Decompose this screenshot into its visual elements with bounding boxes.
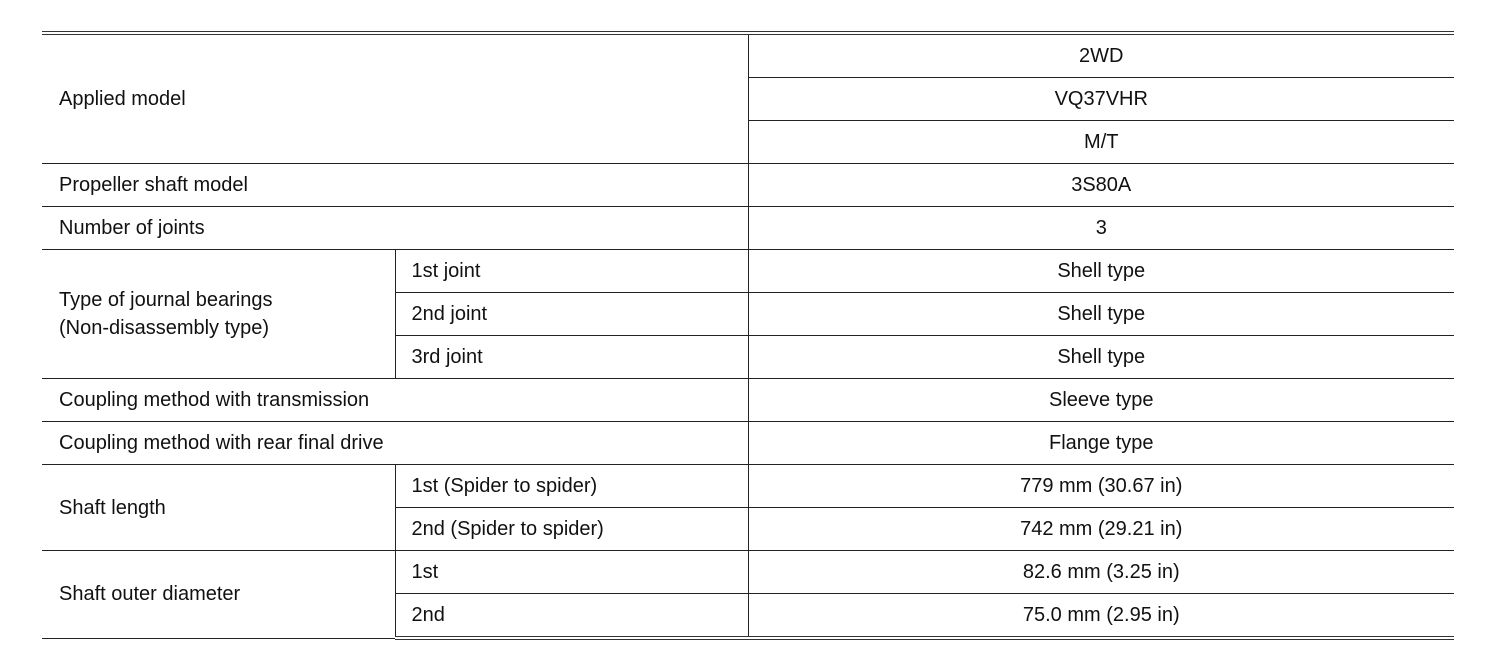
- shaft-diameter-label: Shaft outer diameter: [42, 551, 395, 639]
- table-row-coupling-rear: [42, 422, 1454, 465]
- journal-bearings-label-line1: Type of journal bearings: [59, 289, 273, 311]
- shaft-diameter-sub-2: 2nd: [395, 594, 748, 639]
- table-row-propeller-shaft-model: [42, 164, 1454, 207]
- applied-model-drive: 2WD: [748, 33, 1454, 78]
- table-row-journal-bearings-1: [42, 250, 1454, 293]
- applied-model-engine: VQ37VHR: [748, 78, 1454, 121]
- shaft-length-label: Shaft length: [42, 465, 395, 551]
- table-row-number-of-joints: [42, 207, 1454, 250]
- coupling-transmission-value: Sleeve type: [748, 379, 1454, 422]
- coupling-rear-label: Coupling method with rear final drive: [42, 422, 748, 465]
- shaft-length-sub-1: 1st (Spider to spider): [395, 465, 748, 508]
- shaft-diameter-value-2: 75.0 mm (2.95 in): [748, 594, 1454, 639]
- table-row-shaft-diameter-1: [42, 551, 1454, 594]
- propeller-shaft-model-value: 3S80A: [748, 164, 1454, 207]
- shaft-diameter-value-1: 82.6 mm (3.25 in): [748, 551, 1454, 594]
- journal-bearings-sub-2: 2nd joint: [395, 293, 748, 336]
- coupling-transmission-label: Coupling method with transmission: [42, 379, 748, 422]
- shaft-length-value-1: 779 mm (30.67 in): [748, 465, 1454, 508]
- table-row-shaft-length-1: [42, 465, 1454, 508]
- propeller-shaft-model-label: Propeller shaft model: [42, 164, 748, 207]
- table-row-coupling-transmission: [42, 379, 1454, 422]
- journal-bearings-label: [42, 250, 395, 379]
- number-of-joints-label: Number of joints: [42, 207, 748, 250]
- table-row-applied-model-1: [42, 33, 1454, 78]
- propeller-shaft-spec-table: [42, 31, 1454, 640]
- shaft-length-value-2: 742 mm (29.21 in): [748, 508, 1454, 551]
- journal-bearings-label-line2: (Non-disassembly type): [59, 317, 270, 339]
- applied-model-label: Applied model: [42, 33, 748, 164]
- applied-model-transmission: M/T: [748, 121, 1454, 164]
- journal-bearings-value-2: Shell type: [748, 293, 1454, 336]
- number-of-joints-value: 3: [748, 207, 1454, 250]
- journal-bearings-value-3: Shell type: [748, 336, 1454, 379]
- journal-bearings-sub-3: 3rd joint: [395, 336, 748, 379]
- journal-bearings-sub-1: 1st joint: [395, 250, 748, 293]
- journal-bearings-value-1: Shell type: [748, 250, 1454, 293]
- shaft-diameter-sub-1: 1st: [395, 551, 748, 594]
- coupling-rear-value: Flange type: [748, 422, 1454, 465]
- shaft-length-sub-2: 2nd (Spider to spider): [395, 508, 748, 551]
